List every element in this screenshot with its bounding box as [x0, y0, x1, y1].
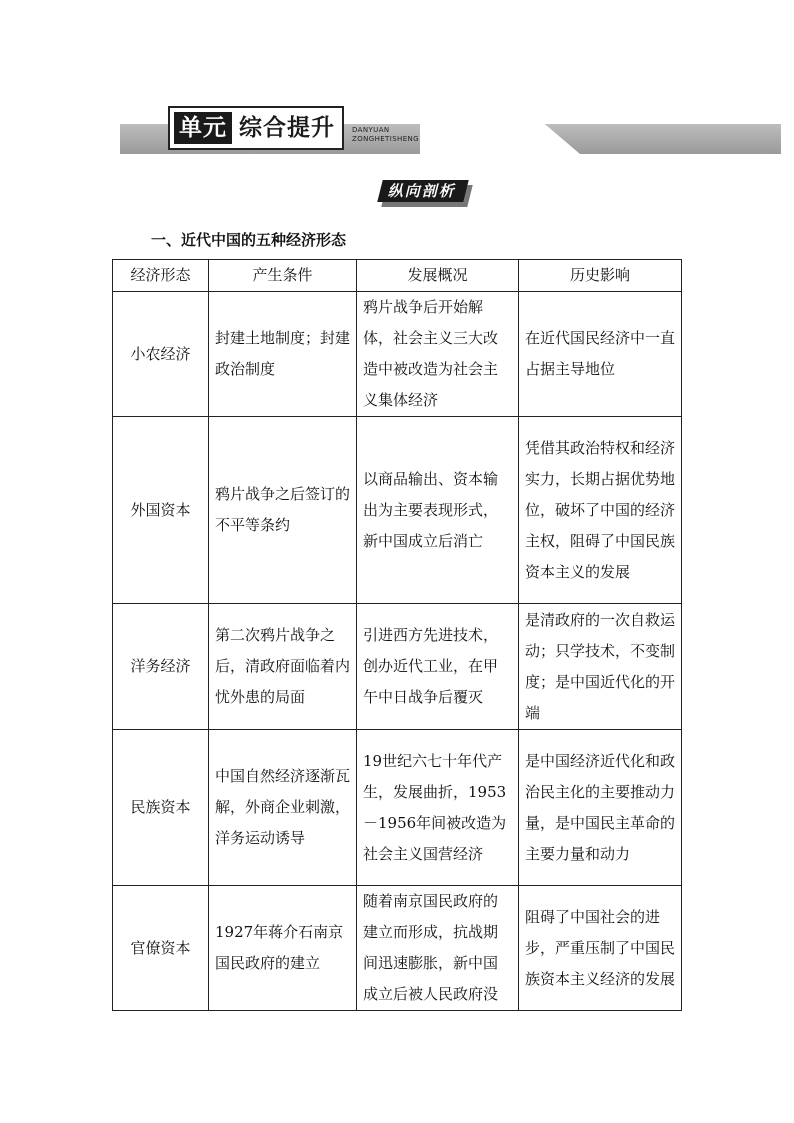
banner-pinyin	[352, 126, 442, 144]
table-header-row	[113, 260, 682, 292]
cell-impact: 是清政府的一次自救运动；只学技术，不变制度；是中国近代化的开端	[519, 604, 682, 730]
cell-form: 民族资本	[113, 730, 209, 886]
cell-condition: 中国自然经济逐渐瓦解，外商企业刺激，洋务运动诱导	[209, 730, 357, 886]
cell-form: 外国资本	[113, 417, 209, 604]
cell-development: 引进西方先进技术，创办近代工业，在甲午中日战争后覆灭	[357, 604, 519, 730]
table-row	[113, 730, 682, 886]
table-row	[113, 886, 682, 1011]
cell-impact: 阻碍了中国社会的进步，严重压制了中国民族资本主义经济的发展	[519, 886, 682, 1011]
cell-condition: 鸦片战争之后签订的不平等条约	[209, 417, 357, 604]
table-row	[113, 417, 682, 604]
banner-title: 综合提升	[239, 115, 335, 141]
unit-banner	[120, 104, 781, 154]
section-heading: 一、近代中国的五种经济形态	[151, 231, 347, 249]
cell-development: 随着南京国民政府的建立而形成，抗战期间迅速膨胀，新中国成立后被人民政府没	[357, 886, 519, 1011]
banner-title-box	[168, 106, 344, 150]
cell-form: 小农经济	[113, 292, 209, 417]
economy-table	[112, 259, 682, 1011]
banner-pinyin-line2: ZONGHETISHENG	[352, 135, 419, 143]
cell-condition: 封建土地制度；封建政治制度	[209, 292, 357, 417]
cell-impact: 是中国经济近代化和政治民主化的主要推动力量，是中国民主革命的主要力量和动力	[519, 730, 682, 886]
cell-development: 以商品输出、资本输出为主要表现形式，新中国成立后消亡	[357, 417, 519, 604]
cell-form: 洋务经济	[113, 604, 209, 730]
header-development: 发展概况	[357, 260, 519, 292]
table-row	[113, 292, 682, 417]
cell-development: 19世纪六七十年代产生，发展曲折，1953－1956年间被改造为社会主义国营经济	[357, 730, 519, 886]
section-tag	[380, 180, 472, 206]
cell-form: 官僚资本	[113, 886, 209, 1011]
table-row	[113, 604, 682, 730]
cell-impact: 在近代国民经济中一直占据主导地位	[519, 292, 682, 417]
cell-impact: 凭借其政治特权和经济实力，长期占据优势地位，破坏了中国的经济主权，阻碍了中国民族资本主义的发展	[519, 417, 682, 604]
cell-development: 鸦片战争后开始解体，社会主义三大改造中被改造为社会主义集体经济	[357, 292, 519, 417]
banner-highlight: 单元	[174, 112, 232, 144]
banner-pinyin-line1: DANYUAN	[352, 126, 390, 134]
cell-condition: 1927年蒋介石南京国民政府的建立	[209, 886, 357, 1011]
header-condition: 产生条件	[209, 260, 357, 292]
section-tag-label: 纵向剖析	[377, 180, 468, 202]
header-impact: 历史影响	[519, 260, 682, 292]
cell-condition: 第二次鸦片战争之后，清政府面临着内忧外患的局面	[209, 604, 357, 730]
header-form: 经济形态	[113, 260, 209, 292]
